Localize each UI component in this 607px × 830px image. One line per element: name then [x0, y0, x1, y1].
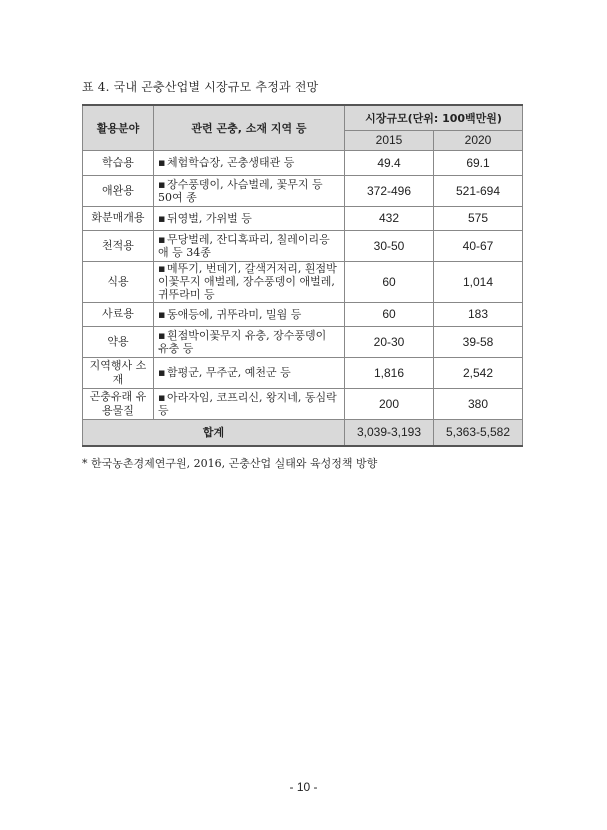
page-number: - 10 -: [289, 780, 318, 794]
row-related-text: 무당벌레, 잔디혹파리, 칠레이리응애 등 34종: [158, 232, 330, 259]
row-related: [154, 388, 345, 419]
bullet-icon: ▪: [158, 232, 166, 246]
row-related: [154, 302, 345, 326]
row-related-text: 뒤영벌, 가위벌 등: [167, 211, 252, 225]
row-value-2015: 372-496: [345, 175, 434, 206]
header-related: 관련 곤충, 소재 지역 등: [154, 105, 345, 150]
row-field: 곤충유래 유용물질: [83, 388, 154, 419]
row-value-2020: 39-58: [434, 326, 523, 357]
row-field: 약용: [83, 326, 154, 357]
row-value-2020: 1,014: [434, 261, 523, 302]
row-related-text: 체험학습장, 곤충생태관 등: [167, 156, 295, 169]
row-value-2015: 432: [345, 206, 434, 230]
total-2020: 5,363-5,582: [434, 419, 523, 446]
row-related-text: 동애등에, 귀뚜라미, 밀웜 등: [167, 307, 302, 321]
row-field: 사료용: [83, 302, 154, 326]
market-size-table: [82, 104, 523, 447]
row-related-text: 함평군, 무주군, 예천군 등: [167, 366, 291, 379]
header-year-2015: 2015: [345, 130, 434, 150]
bullet-icon: ▪: [158, 366, 166, 379]
row-related: [154, 150, 345, 175]
table-caption: 표 4. 국내 곤충산업별 시장규모 추정과 전망: [82, 80, 319, 94]
table-row: [83, 357, 523, 388]
table-row: [83, 326, 523, 357]
row-related: [154, 206, 345, 230]
bullet-icon: ▪: [158, 156, 166, 169]
row-related: [154, 261, 345, 302]
table-row: [83, 206, 523, 230]
bullet-icon: ▪: [158, 328, 166, 342]
row-related-text: 흰점박이꽃무지 유충, 장수풍뎅이 유충 등: [158, 328, 327, 355]
row-value-2015: 20-30: [345, 326, 434, 357]
row-value-2020: 40-67: [434, 230, 523, 261]
header-year-2020: 2020: [434, 130, 523, 150]
row-field: 학습용: [83, 150, 154, 175]
table-row: [83, 175, 523, 206]
table-row: [83, 261, 523, 302]
bullet-icon: ▪: [158, 211, 166, 225]
row-value-2020: 575: [434, 206, 523, 230]
row-value-2020: 2,542: [434, 357, 523, 388]
row-value-2015: 30-50: [345, 230, 434, 261]
row-value-2020: 380: [434, 388, 523, 419]
header-field: 활용분야: [83, 105, 154, 150]
table-row: [83, 230, 523, 261]
row-field: 애완용: [83, 175, 154, 206]
row-related: [154, 175, 345, 206]
row-value-2020: 183: [434, 302, 523, 326]
bullet-icon: ▪: [158, 262, 166, 275]
row-field: 식용: [83, 261, 154, 302]
bullet-icon: ▪: [158, 177, 166, 191]
table-row: [83, 388, 523, 419]
total-label: 합계: [83, 419, 345, 446]
row-value-2015: 60: [345, 261, 434, 302]
row-value-2020: 69.1: [434, 150, 523, 175]
row-value-2015: 1,816: [345, 357, 434, 388]
row-value-2015: 200: [345, 388, 434, 419]
row-field: 화분매개용: [83, 206, 154, 230]
table-row: [83, 150, 523, 175]
total-2015: 3,039-3,193: [345, 419, 434, 446]
row-value-2015: 49.4: [345, 150, 434, 175]
row-related: [154, 357, 345, 388]
header-market-size: 시장규모(단위: 100백만원): [345, 105, 523, 130]
row-related-text: 장수풍뎅이, 사슴벌레, 꽃무지 등 50여 종: [158, 177, 323, 204]
row-related-text: 아라자임, 코프리신, 왕지네, 동심락 등: [158, 390, 337, 417]
row-related: [154, 326, 345, 357]
row-field: 천적용: [83, 230, 154, 261]
bullet-icon: ▪: [158, 390, 166, 404]
row-field: 지역행사 소재: [83, 357, 154, 388]
row-value-2020: 521-694: [434, 175, 523, 206]
row-related-text: 메뚜기, 번데기, 갈색거저리, 흰점박이꽃무지 애벌레, 장수풍뎅이 애벌레, 귀뚜라미 등: [158, 262, 337, 301]
row-related: [154, 230, 345, 261]
source-note: * 한국농촌경제연구원, 2016, 곤충산업 실태와 육성정책 방향: [82, 457, 378, 470]
bullet-icon: ▪: [158, 307, 166, 321]
row-value-2015: 60: [345, 302, 434, 326]
table-row: [83, 302, 523, 326]
